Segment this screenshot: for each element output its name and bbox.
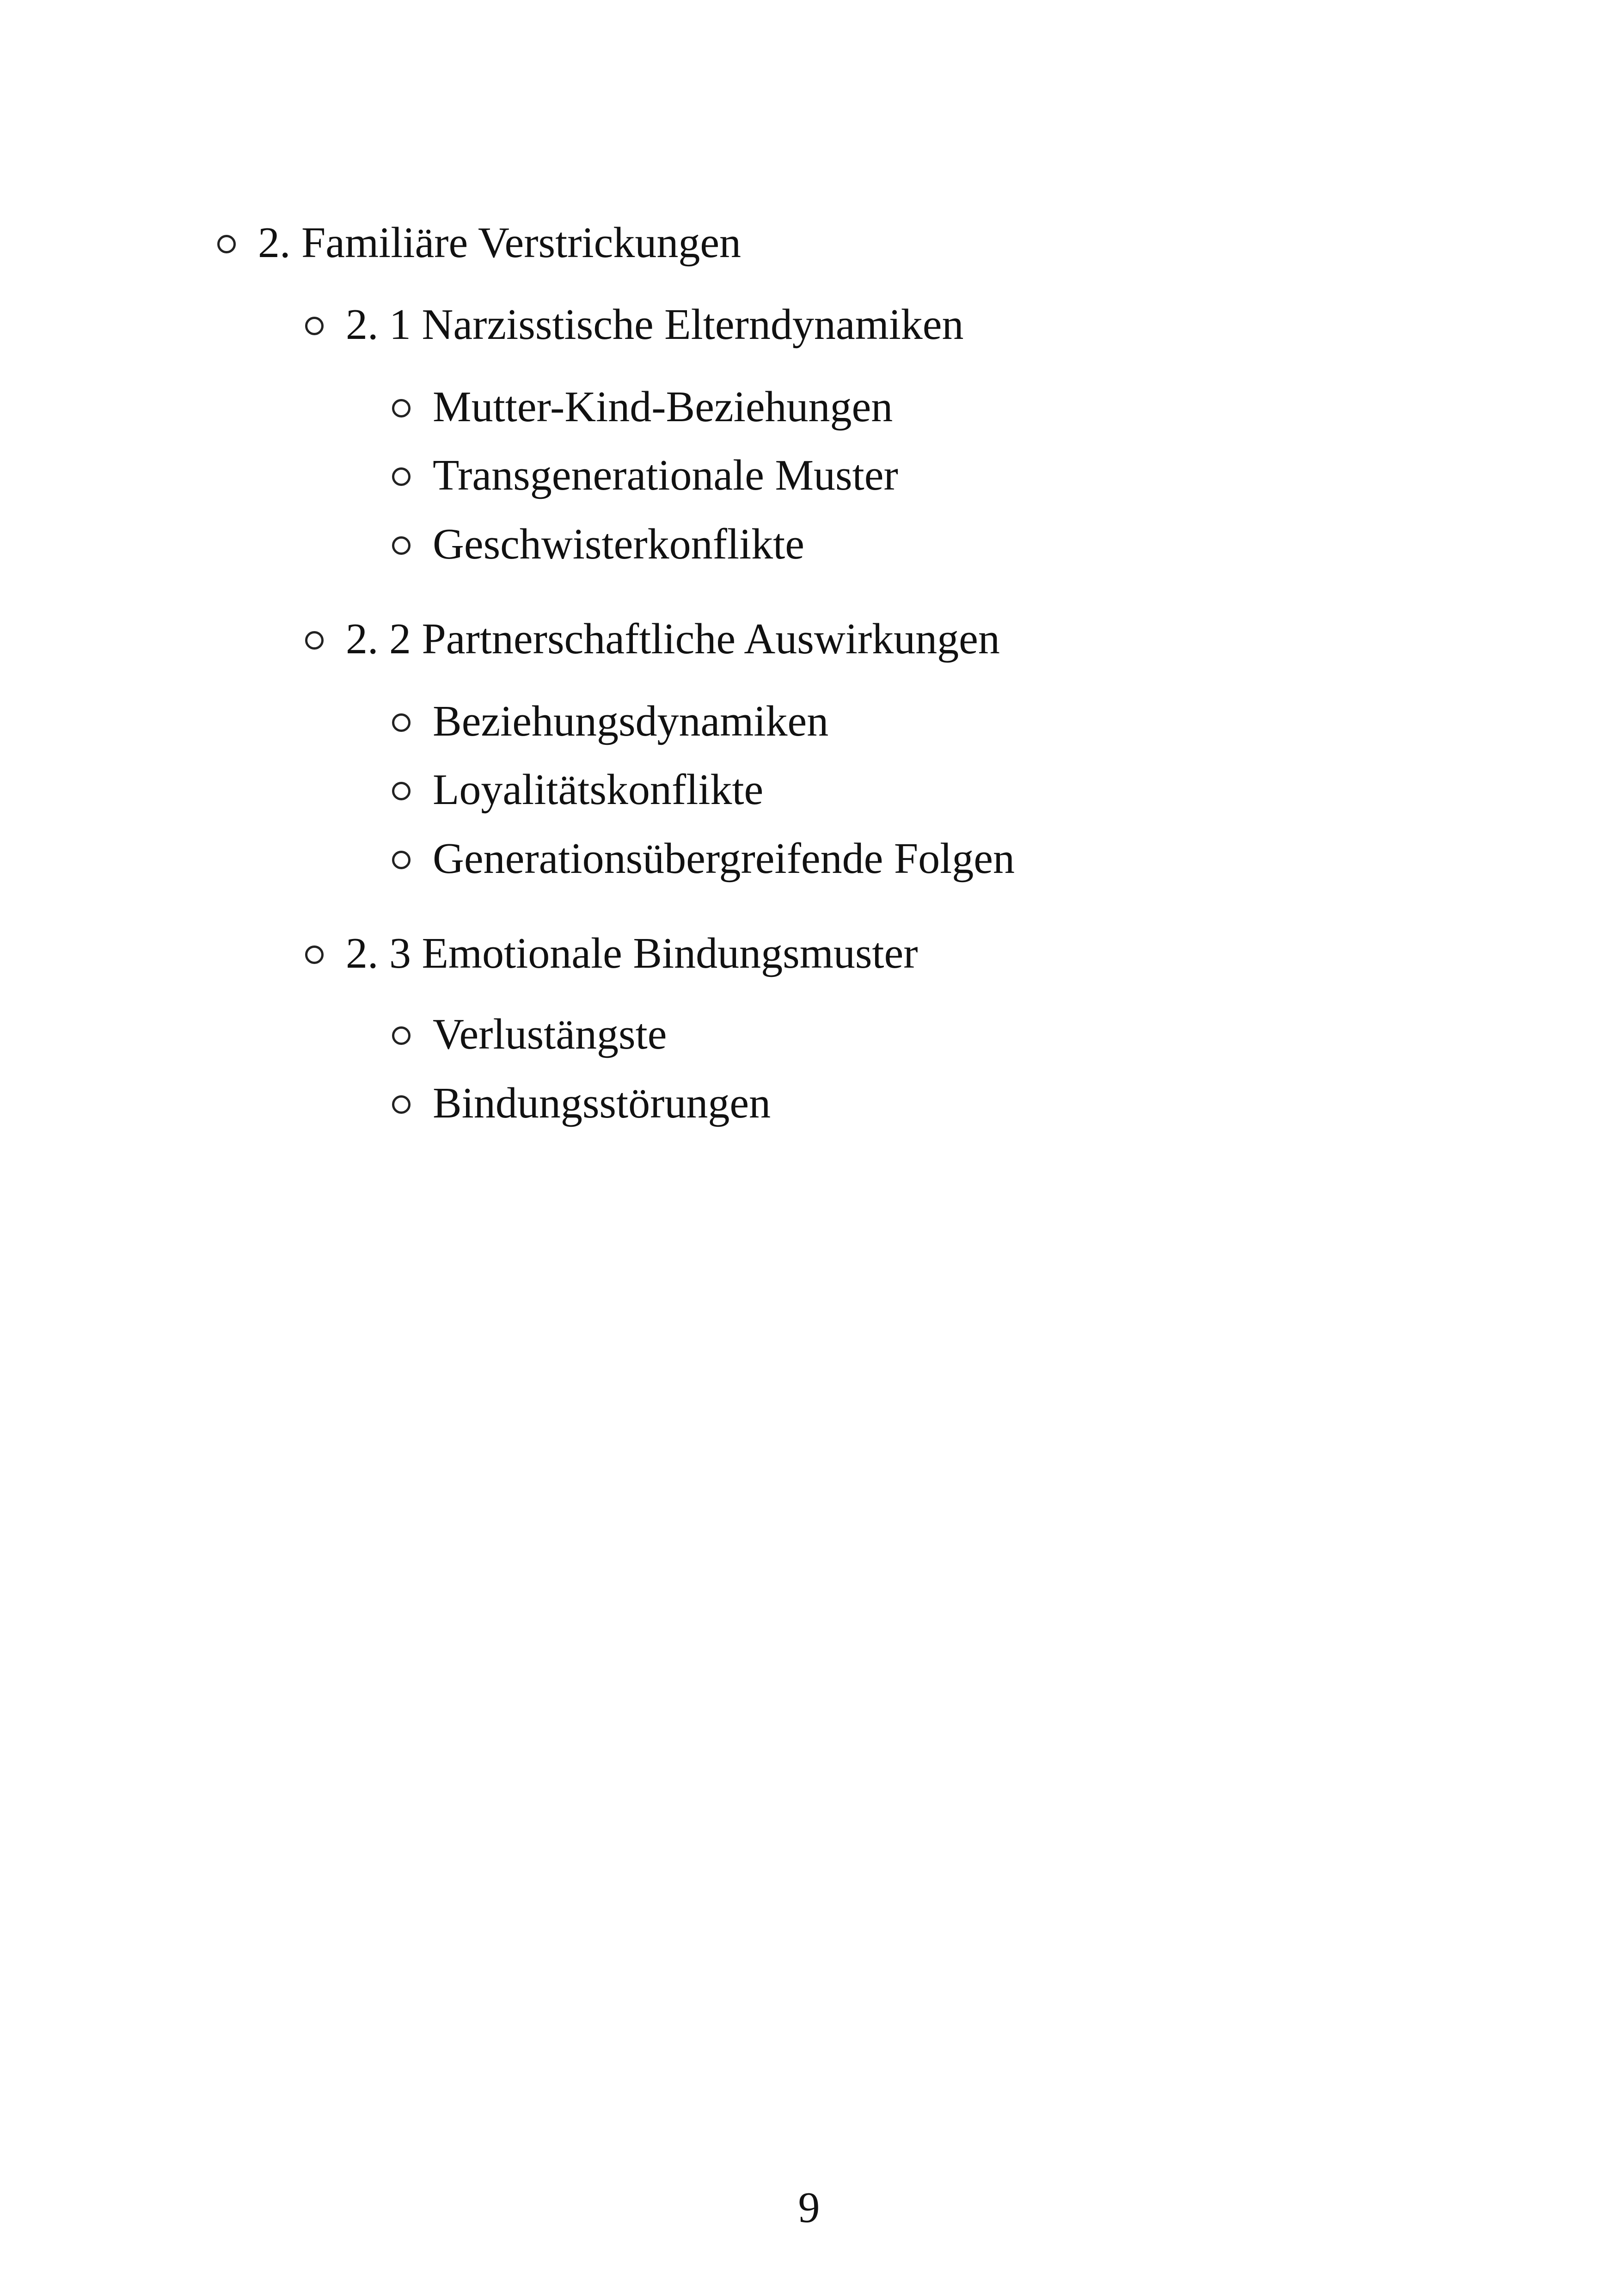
subsection-label: 2. 1 Narzisstische Elterndynamiken: [346, 301, 964, 349]
hollow-circle-bullet-icon: [305, 631, 324, 650]
hollow-circle-bullet-icon: [392, 782, 411, 800]
subsection-label: 2. 3 Emotionale Bindungsmuster: [346, 929, 918, 977]
page-number: 9: [798, 2184, 820, 2232]
outline-item-label: Beziehungsdynamiken: [433, 697, 829, 745]
outline-item: [392, 381, 893, 432]
hollow-circle-bullet-icon: [392, 1095, 411, 1114]
outline-item: [392, 833, 1015, 884]
hollow-circle-bullet-icon: [305, 945, 324, 964]
outline-item: [392, 519, 804, 570]
outline-item-label: Loyalitätskonflikte: [433, 766, 764, 814]
hollow-circle-bullet-icon: [392, 467, 411, 486]
outline-item: [392, 1009, 667, 1060]
hollow-circle-bullet-icon: [305, 317, 324, 335]
outline-item: [392, 1078, 771, 1129]
hollow-circle-bullet-icon: [392, 713, 411, 732]
subsection-label: 2. 2 Partnerschaftliche Auswirkungen: [346, 615, 1000, 663]
outline-subsection-2-2: [305, 614, 1000, 664]
outline-item-label: Mutter-Kind-Beziehungen: [433, 383, 893, 431]
hollow-circle-bullet-icon: [392, 851, 411, 869]
hollow-circle-bullet-icon: [392, 399, 411, 417]
hollow-circle-bullet-icon: [392, 1026, 411, 1045]
outline-item: [392, 764, 763, 815]
outline-section-2: [217, 217, 741, 268]
outline-item-label: Transgenerationale Muster: [433, 451, 898, 499]
outline-item-label: Bindungsstörungen: [433, 1079, 771, 1127]
outline-subsection-2-3: [305, 928, 918, 979]
hollow-circle-bullet-icon: [392, 536, 411, 555]
outline-item: [392, 450, 898, 501]
hollow-circle-bullet-icon: [217, 235, 236, 253]
outline-item-label: Verlustängste: [433, 1010, 667, 1058]
outline-item: [392, 696, 828, 747]
section-label: 2. Familiäre Verstrickungen: [258, 219, 742, 267]
outline-item-label: Generationsübergreifende Folgen: [433, 835, 1015, 883]
outline-item-label: Geschwisterkonflikte: [433, 520, 805, 568]
outline-subsection-2-1: [305, 299, 964, 350]
